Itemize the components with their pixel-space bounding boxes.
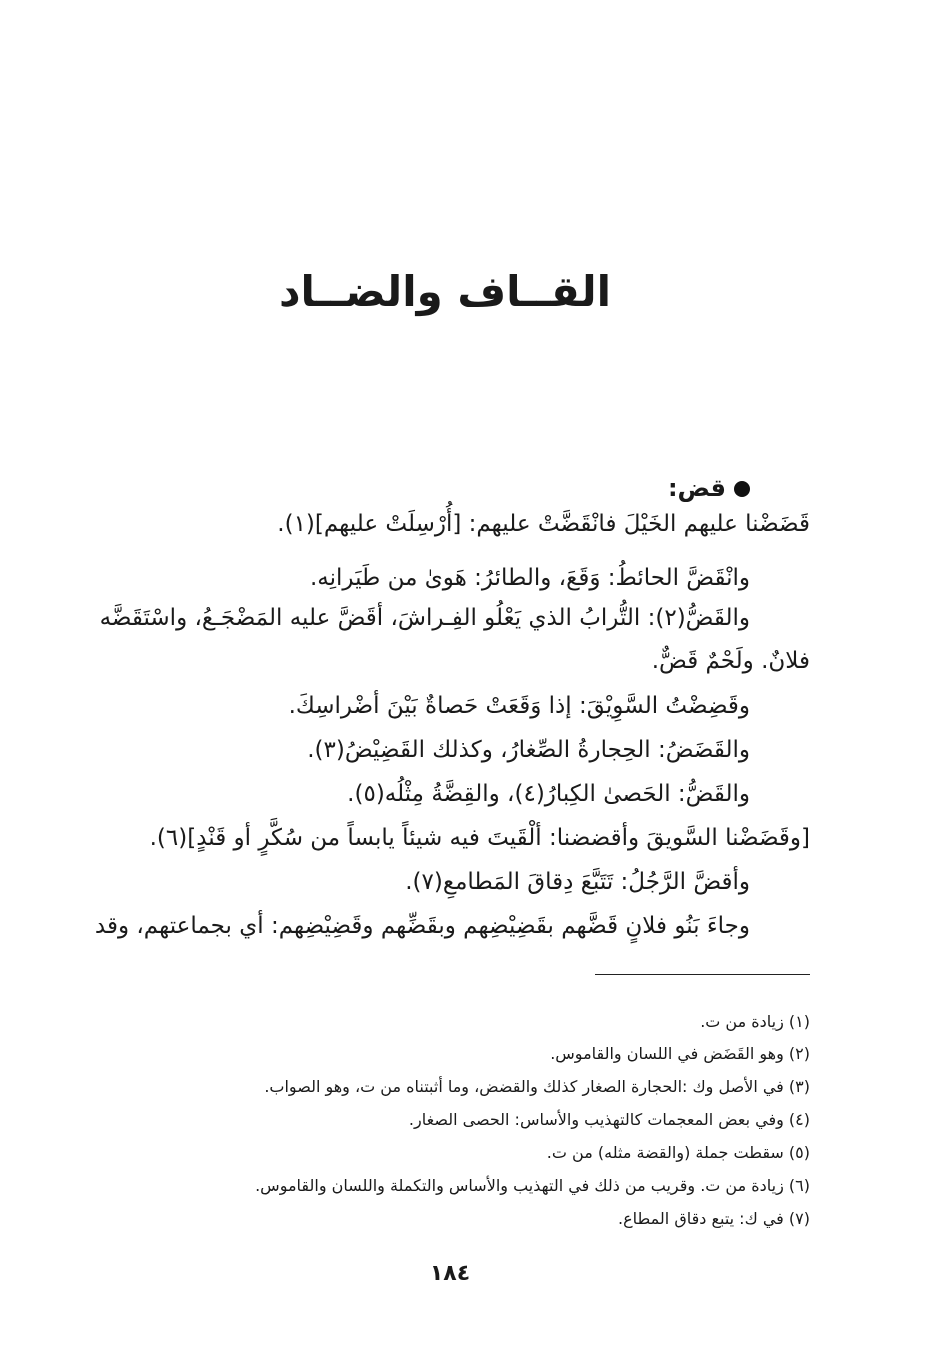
entry-line: قَضَضْنا عليهم الخَيْلَ فانْقَضَّتْ عليهم: [أُرْسِلَتْ عليهم](١). [277,511,810,537]
entry-line: [وقَضَضْنا السَّويقَ وأقضضنا: ألْقَيتَ فيه شيئاً يابساً من سُكَّرٍ أو قَنْدٍ](٦). [149,825,810,851]
chapter-title: القــاف والضــاد [279,267,611,316]
footnote: (١) زيادة من ت. [700,1012,810,1031]
footnote: (٧) في ك: يتبع دقاق المطاع. [618,1209,810,1228]
footnote-separator [595,974,810,975]
entry-heading-label: قض: [667,474,726,502]
footnote: (٣) في الأصل وك :الحجارة الصغار كذلك والقضض، وما أثبتناه من ت، وهو الصواب. [264,1077,810,1096]
entry-line: وقَضِضْتُ السَّوِيْقَ: إذا وَقَعَتْ حَصاةٌ بَيْنَ أضْراسِكَ. [288,693,750,719]
footnote: (٢) وهو القَضَض في اللسان والقاموس. [550,1044,810,1063]
entry-line: وجاءَ بَنُو فلانٍ قَضَّهم بقَضِيْضِهم وبقَضِّهم وقَضِيْضِهم: أي بجماعتهم، وقد [94,913,750,939]
entry-line: فلانٌ. ولَحْمٌ قَضٌّ. [651,648,810,674]
entry-line: والقَضَضُ: الحِجارةُ الصِّغارُ، وكذلك القَضِيْضُ(٣). [307,737,750,763]
entry-line: وانْقَضَّ الحائطُ: وَقَعَ، والطائرُ: هَوىٰ من طَيَرانِه. [309,565,750,591]
entry-line: وأقضَّ الرَّجُلُ: تَتَبَّعَ دِقاقَ المَطامعِ(٧). [405,869,750,895]
entry-line: والقَضُّ: الحَصىٰ الكِبارُ(٤)، والقِضَّةُ مِثْلُه(٥). [347,781,750,807]
entry-line: والقَضُّ(٢): التُّرابُ الذي يَعْلُو الفِـراشَ، أقَضَّ عليه المَضْجَـعُ، واسْتَقَضَّه [99,605,750,631]
bullet-icon [734,481,750,497]
page-number: ١٨٤ [429,1261,471,1286]
entry-heading [668,470,750,506]
footnote: (٦) زيادة من ت. وقريب من ذلك في التهذيب والأساس والتكملة واللسان والقاموس. [255,1176,810,1195]
footnote: (٤) وفي بعض المعجمات كالتهذيب والأساس: الحصى الصغار. [408,1110,810,1129]
footnote: (٥) سقطت جملة (والقضة مثله) من ت. [546,1143,810,1162]
